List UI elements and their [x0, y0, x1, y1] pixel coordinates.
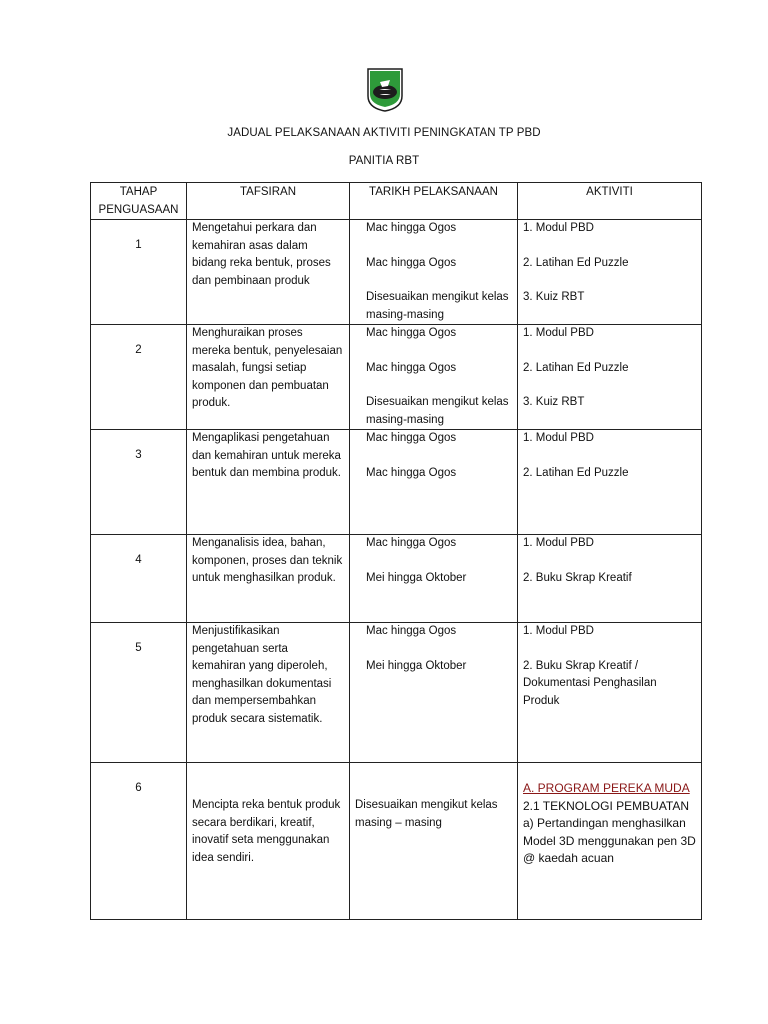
- aktiviti-item: 1. Modul PBD: [523, 537, 594, 549]
- level-number: 4: [135, 554, 142, 566]
- level-number: 6: [135, 782, 142, 794]
- table-row: [91, 623, 702, 763]
- aktiviti-item: 1. Modul PBD: [523, 327, 594, 339]
- activity-table: [90, 182, 702, 920]
- document-title: JADUAL PELAKSANAAN AKTIVITI PENINGKATAN TP PBD: [227, 127, 541, 139]
- table-row: [91, 220, 702, 325]
- aktiviti-item: 2. Buku Skrap Kreatif / Dokumentasi Penghasilan Produk: [523, 659, 657, 707]
- tarikh-item: Mac hingga Ogos: [366, 256, 457, 269]
- level-number: 3: [135, 449, 142, 461]
- tafsiran-cell: Mengetahui perkara dan kemahiran asas dalam bidang reka bentuk, proses dan pembinaan produk: [187, 220, 350, 325]
- aktiviti-item: 2.1 TEKNOLOGI PEMBUATAN: [523, 798, 690, 813]
- table-row: [91, 430, 702, 535]
- tarikh-item: Mac hingga Ogos: [366, 432, 457, 444]
- tarikh-item: Mac hingga Ogos: [366, 327, 457, 339]
- tarikh-item: Mei hingga Oktober: [366, 659, 467, 672]
- table-row: [91, 535, 702, 623]
- level-number: 1: [135, 239, 142, 251]
- tafsiran-cell: Mengaplikasi pengetahuan dan kemahiran untuk mereka bentuk dan membina produk.: [187, 430, 350, 535]
- tafsiran-cell: Menjustifikasikan pengetahuan serta kemahiran yang diperoleh, menghasilkan dokumentasi dan mempersembahkan produk secara sistematik.: [187, 623, 350, 763]
- aktiviti-item: 2. Latihan Ed Puzzle: [523, 361, 629, 374]
- tarikh-item: Disesuaikan mengikut kelas masing – masing: [355, 799, 498, 829]
- table-header-row: [91, 183, 702, 220]
- aktiviti-item: a) Pertandingan menghasilkan Model 3D menggunakan pen 3D @ kaedah acuan: [523, 816, 696, 865]
- aktiviti-item: 2. Latihan Ed Puzzle: [523, 256, 629, 269]
- aktiviti-item: 1. Modul PBD: [523, 432, 594, 444]
- table-row: [91, 325, 702, 430]
- aktiviti-item: 2. Buku Skrap Kreatif: [523, 571, 632, 584]
- tarikh-item: Mac hingga Ogos: [366, 466, 457, 479]
- tarikh-item: Mac hingga Ogos: [366, 537, 457, 549]
- tafsiran-cell: Menganalisis idea, bahan, komponen, proses dan teknik untuk menghasilkan produk.: [187, 535, 350, 623]
- aktiviti-item: 1. Modul PBD: [523, 625, 594, 637]
- school-crest-icon: [366, 66, 404, 112]
- column-header-aktiviti: AKTIVITI: [518, 183, 702, 220]
- tarikh-item: Mac hingga Ogos: [366, 625, 457, 637]
- aktiviti-item: 1. Modul PBD: [523, 222, 594, 234]
- aktiviti-item: 2. Latihan Ed Puzzle: [523, 466, 629, 479]
- column-header-tarikh: TARIKH PELAKSANAAN: [350, 183, 518, 220]
- level-number: 5: [135, 642, 142, 654]
- tarikh-item: Disesuaikan mengikut kelas masing-masing: [366, 291, 509, 321]
- tarikh-item: Disesuaikan mengikut kelas masing-masing: [366, 396, 509, 426]
- column-header-tafsiran: TAFSIRAN: [187, 183, 350, 220]
- tarikh-item: Mei hingga Oktober: [366, 571, 467, 584]
- tafsiran-cell: Mencipta reka bentuk produk secara berdikari, kreatif, inovatif seta menggunakan idea sendiri.: [192, 799, 341, 864]
- aktiviti-item: 3. Kuiz RBT: [523, 396, 585, 408]
- program-heading: A. PROGRAM PEREKA MUDA: [523, 781, 690, 795]
- document-subtitle: PANITIA RBT: [348, 155, 420, 167]
- tarikh-item: Mac hingga Ogos: [366, 361, 457, 374]
- tarikh-item: Mac hingga Ogos: [366, 222, 457, 234]
- tafsiran-cell: Menghuraikan proses mereka bentuk, penyelesaian masalah, fungsi setiap komponen dan pembuatan produk.: [187, 325, 350, 430]
- level-number: 2: [135, 344, 142, 356]
- aktiviti-item: 3. Kuiz RBT: [523, 291, 585, 303]
- table-row: [91, 763, 702, 920]
- column-header-tahap: TAHAP PENGUASAAN: [91, 183, 187, 220]
